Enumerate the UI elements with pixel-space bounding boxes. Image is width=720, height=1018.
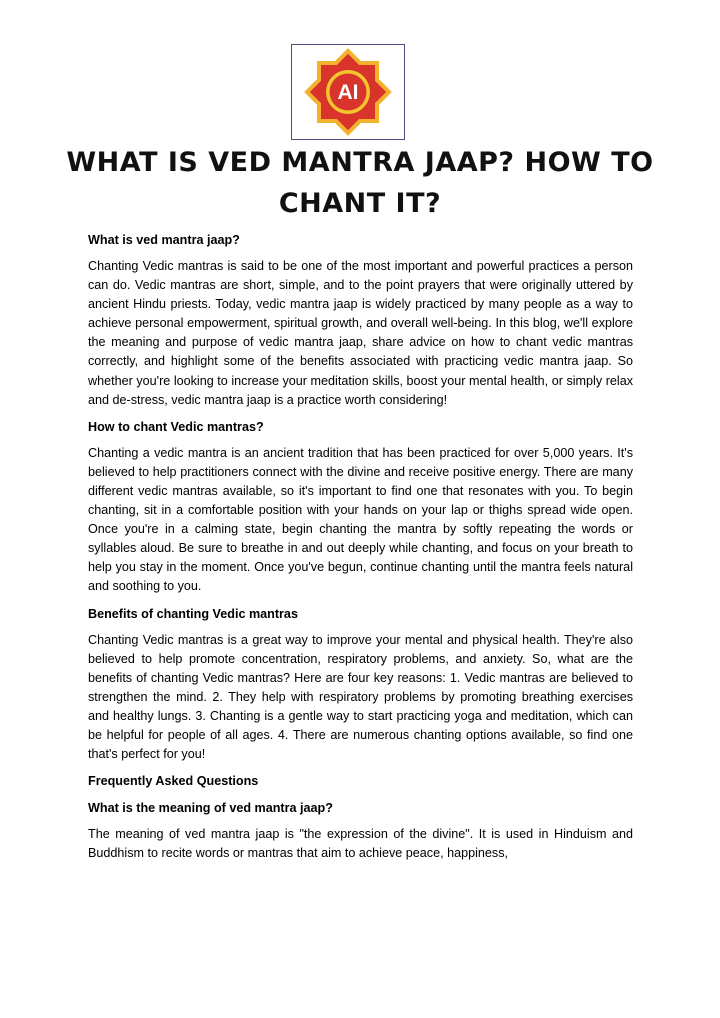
section-heading: What is the meaning of ved mantra jaap? [88, 801, 333, 816]
logo-text: AI [337, 81, 359, 104]
section-heading: How to chant Vedic mantras? [88, 419, 264, 434]
article-body [88, 233, 633, 873]
section-paragraph: Chanting Vedic mantras is a great way to improve your mental and physical health. They're also believed to help promote concentration, respiratory problems, and anxiety. So, what are the benefits of chanting Vedic mantras? Here are four key reasons: 1. Vedic mantras are believed to strengthen the mind. 2. They help with respiratory problems by promoting breathing exercises and healthy lungs. 3. Chanting is a gentle way to start practicing yoga and meditation, which can be helpful for people of all ages. 4. There are numerous chanting options available, so find one that's perfect for you! [88, 632, 633, 762]
ai-star-logo-icon [292, 45, 404, 139]
logo [291, 44, 405, 140]
section-paragraph: The meaning of ved mantra jaap is "the expression of the divine". It is used in Hinduism and Buddhism to recite words or mantras that aim to achieve peace, happiness, [88, 827, 633, 861]
section-heading: What is ved mantra jaap? [88, 233, 240, 247]
section-heading: Benefits of chanting Vedic mantras [88, 606, 298, 621]
page-title: WHAT IS VED MANTRA JAAP? HOW TO CHANT IT? [66, 147, 654, 219]
section-paragraph: Chanting Vedic mantras is said to be one of the most important and powerful practices a person can do. Vedic mantras are short, simple, and to the point prayers that were originally uttered by ancient Hindu priests. Today, vedic mantra jaap is widely practiced by many people as a way to achieve personal empowerment, spiritual growth, and overall well-being. In this blog, we'll explore the meaning and purpose of vedic mantra jaap, share advice on how to chant vedic mantras correctly, and highlight some of the benefits associated with practicing vedic mantra jaap. So whether you're looking to increase your meditation skills, boost your mental health, or simply relax and de-stress, vedic mantra jaap is a practice worth considering! [88, 259, 633, 407]
section-paragraph: Chanting a vedic mantra is an ancient tradition that has been practiced for over 5,000 years. It's believed to help practitioners connect with the divine and receive positive energy. There are many different vedic mantras available, so it's important to find one that resonates with you. To begin chanting, sit in a comfortable position with your hands on your lap or thighs spread wide open. Once you're in a calming state, begin chanting the mantra by softly repeating the words or syllables aloud. Be sure to breathe in and out deeply while chanting, and focus on your breath to help you stay in the moment. Once you've begun, continue chanting until the mantra feels natural and soothing to you. [88, 445, 633, 594]
faq-heading: Frequently Asked Questions [88, 774, 259, 789]
